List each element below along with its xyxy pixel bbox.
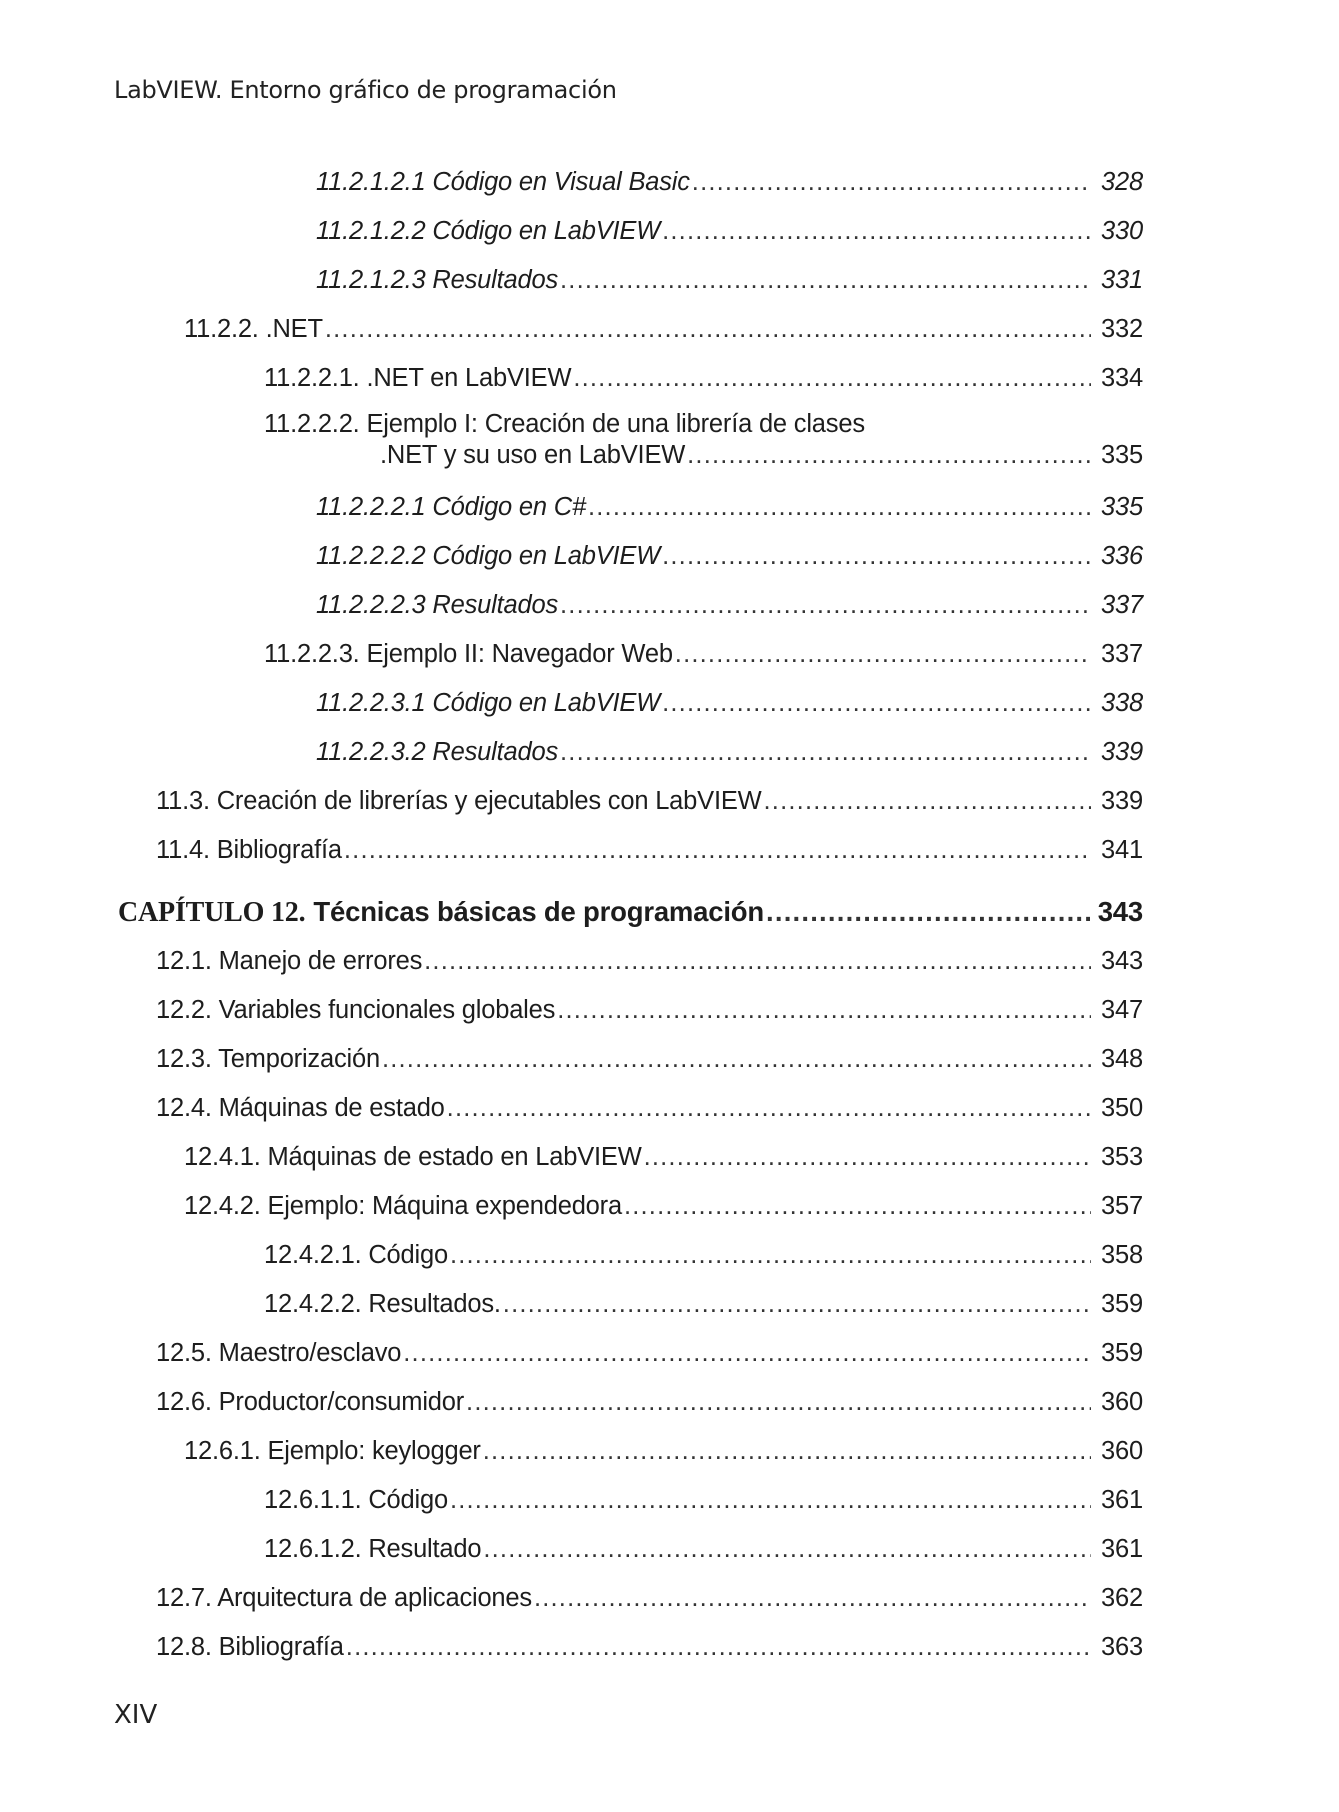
toc-entry[interactable] (0, 1231, 1339, 1280)
toc-entry[interactable] (0, 256, 1339, 305)
toc-entry-page: 334 (1101, 364, 1143, 392)
dot-leader (325, 305, 1091, 354)
dot-leader (687, 440, 1091, 471)
toc-entry-title: 11.2.1.2.2 Código en LabVIEW (316, 217, 661, 245)
toc-entry-page: 353 (1101, 1143, 1143, 1171)
dot-leader (764, 777, 1091, 826)
dot-leader (424, 937, 1091, 986)
toc-entry-page: 338 (1101, 689, 1143, 717)
toc-entry-title: 11.2.2.1. .NET en LabVIEW (264, 364, 572, 392)
toc-entry[interactable] (0, 1623, 1339, 1672)
toc-entry-page: 337 (1101, 591, 1143, 619)
toc-entry[interactable] (0, 986, 1339, 1035)
dot-leader (573, 354, 1091, 403)
toc-chapter-heading[interactable] (0, 875, 1339, 937)
toc-entry-title: 12.5. Maestro/esclavo (156, 1339, 402, 1367)
toc-entry-title: 12.6.1.1. Código (264, 1486, 448, 1514)
toc-entry-page: 359 (1101, 1290, 1143, 1318)
toc-entry-title: 11.2.2.3.1 Código en LabVIEW (316, 689, 661, 717)
dot-leader (503, 1280, 1091, 1329)
toc-entry[interactable] (0, 483, 1339, 532)
toc-entry-page: 362 (1101, 1584, 1143, 1612)
toc-entry[interactable] (0, 581, 1339, 630)
toc-entry-title: 12.7. Arquitectura de aplicaciones (156, 1584, 532, 1612)
toc-entry-title: 11.2.2.2.2 Código en LabVIEW (316, 542, 661, 570)
toc-entry-page: 358 (1101, 1241, 1143, 1269)
dot-leader (662, 207, 1091, 256)
toc-entry-page: 343 (1097, 896, 1143, 927)
chapter-label: CAPÍTULO 12. (118, 897, 306, 928)
toc-entry-page: 330 (1101, 217, 1143, 245)
toc-entry-page: 360 (1101, 1437, 1143, 1465)
toc-entry-title: 12.4.2.2. Resultados. (264, 1290, 501, 1318)
toc-entry-title: 11.2.1.2.3 Resultados (316, 266, 558, 294)
toc-entry-title: 11.3. Creación de librerías y ejecutables con LabVIEW (156, 787, 762, 815)
dot-leader (450, 1476, 1091, 1525)
toc-entry[interactable] (0, 937, 1339, 986)
toc-entry-page: 332 (1101, 315, 1143, 343)
toc-entry-page: 361 (1101, 1486, 1143, 1514)
toc-entry-title: 11.2.2.3.2 Resultados (316, 738, 558, 766)
toc-entry-title: 12.1. Manejo de errores (156, 947, 423, 975)
toc-entry[interactable] (0, 1378, 1339, 1427)
toc-entry[interactable] (0, 728, 1339, 777)
toc-entry[interactable] (0, 403, 1339, 483)
page-number: XIV (114, 1700, 158, 1730)
toc-entry-title: 11.4. Bibliografía (156, 836, 342, 864)
toc-entry-page: 341 (1101, 836, 1143, 864)
toc-entry-page: 348 (1101, 1045, 1143, 1073)
toc-entry-title: 12.8. Bibliografía (156, 1633, 344, 1661)
dot-leader (447, 1084, 1091, 1133)
toc-entry-title: 11.2.2.2.1 Código en C# (316, 493, 586, 521)
toc-entry[interactable] (0, 1427, 1339, 1476)
toc-entry-page: 343 (1101, 947, 1143, 975)
toc-entry-title: 11.2.2. .NET (184, 315, 323, 343)
toc-entry-title: 11.2.2.2. Ejemplo I: Creación de una librería de clases (264, 410, 865, 438)
running-header: LabVIEW. Entorno gráfico de programación (114, 76, 617, 104)
toc-entry-page: 363 (1101, 1633, 1143, 1661)
dot-leader (766, 881, 1091, 943)
dot-leader (624, 1182, 1091, 1231)
toc-entry[interactable] (0, 679, 1339, 728)
toc-entry-title: 12.6. Productor/consumidor (156, 1388, 465, 1416)
dot-leader (675, 630, 1091, 679)
toc-entry-page: 339 (1101, 787, 1143, 815)
dot-leader (483, 1427, 1091, 1476)
dot-leader (346, 1623, 1091, 1672)
dot-leader (588, 483, 1091, 532)
toc-entry[interactable] (0, 1182, 1339, 1231)
dot-leader (382, 1035, 1091, 1084)
toc-entry-title: 12.6.1. Ejemplo: keylogger (184, 1437, 481, 1465)
toc-entry-page: 328 (1101, 168, 1143, 196)
toc-entry-page: 335 (1101, 493, 1143, 521)
toc-entry-page: 335 (1101, 441, 1143, 469)
toc-entry-continuation (264, 440, 1339, 471)
toc-entry[interactable] (0, 532, 1339, 581)
toc-entry[interactable] (0, 1133, 1339, 1182)
toc-entry[interactable] (0, 826, 1339, 875)
toc-entry-title: 11.2.2.2.3 Resultados (316, 591, 558, 619)
toc-entry-page: 337 (1101, 640, 1143, 668)
dot-leader (560, 728, 1091, 777)
table-of-contents (0, 158, 1339, 1672)
toc-entry-title: 12.3. Temporización (156, 1045, 380, 1073)
dot-leader (560, 256, 1091, 305)
toc-entry-page: 357 (1101, 1192, 1143, 1220)
toc-entry-page: 359 (1101, 1339, 1143, 1367)
dot-leader (662, 532, 1091, 581)
toc-entry-page: 331 (1101, 266, 1143, 294)
toc-entry-page: 336 (1101, 542, 1143, 570)
toc-entry[interactable] (0, 158, 1339, 207)
toc-entry-page: 350 (1101, 1094, 1143, 1122)
toc-entry[interactable] (0, 207, 1339, 256)
dot-leader (560, 581, 1091, 630)
dot-leader (466, 1378, 1091, 1427)
dot-leader (662, 679, 1091, 728)
dot-leader (534, 1574, 1091, 1623)
toc-entry[interactable] (0, 1280, 1339, 1329)
toc-entry[interactable] (0, 777, 1339, 826)
toc-entry-title: 12.4.2. Ejemplo: Máquina expendedora (184, 1192, 622, 1220)
toc-entry[interactable] (0, 630, 1339, 679)
dot-leader (692, 158, 1091, 207)
toc-entry-page: 339 (1101, 738, 1143, 766)
dot-leader (450, 1231, 1091, 1280)
toc-entry[interactable] (0, 354, 1339, 403)
toc-entry-title: 12.4.1. Máquinas de estado en LabVIEW (184, 1143, 642, 1171)
toc-entry[interactable] (0, 1476, 1339, 1525)
toc-entry[interactable] (0, 305, 1339, 354)
dot-leader (483, 1525, 1091, 1574)
dot-leader (557, 986, 1091, 1035)
toc-entry[interactable] (0, 1574, 1339, 1623)
toc-entry-title: 12.4. Máquinas de estado (156, 1094, 445, 1122)
toc-entry[interactable] (0, 1329, 1339, 1378)
toc-entry[interactable] (0, 1084, 1339, 1133)
toc-entry-title: 12.2. Variables funcionales globales (156, 996, 556, 1024)
toc-entry-page: 347 (1101, 996, 1143, 1024)
dot-leader (344, 826, 1091, 875)
toc-entry-page: 360 (1101, 1388, 1143, 1416)
toc-entry[interactable] (0, 1035, 1339, 1084)
toc-entry-page: 361 (1101, 1535, 1143, 1563)
toc-entry-title-continued: .NET y su uso en LabVIEW (380, 441, 686, 469)
toc-entry-title: 11.2.2.3. Ejemplo II: Navegador Web (264, 640, 673, 668)
chapter-title: Técnicas básicas de programación (313, 896, 765, 927)
dot-leader (644, 1133, 1091, 1182)
toc-entry[interactable] (0, 1525, 1339, 1574)
toc-entry-title: 11.2.1.2.1 Código en Visual Basic (316, 168, 690, 196)
dot-leader (403, 1329, 1091, 1378)
toc-entry-title: 12.6.1.2. Resultado (264, 1535, 482, 1563)
toc-entry-title: 12.4.2.1. Código (264, 1241, 448, 1269)
